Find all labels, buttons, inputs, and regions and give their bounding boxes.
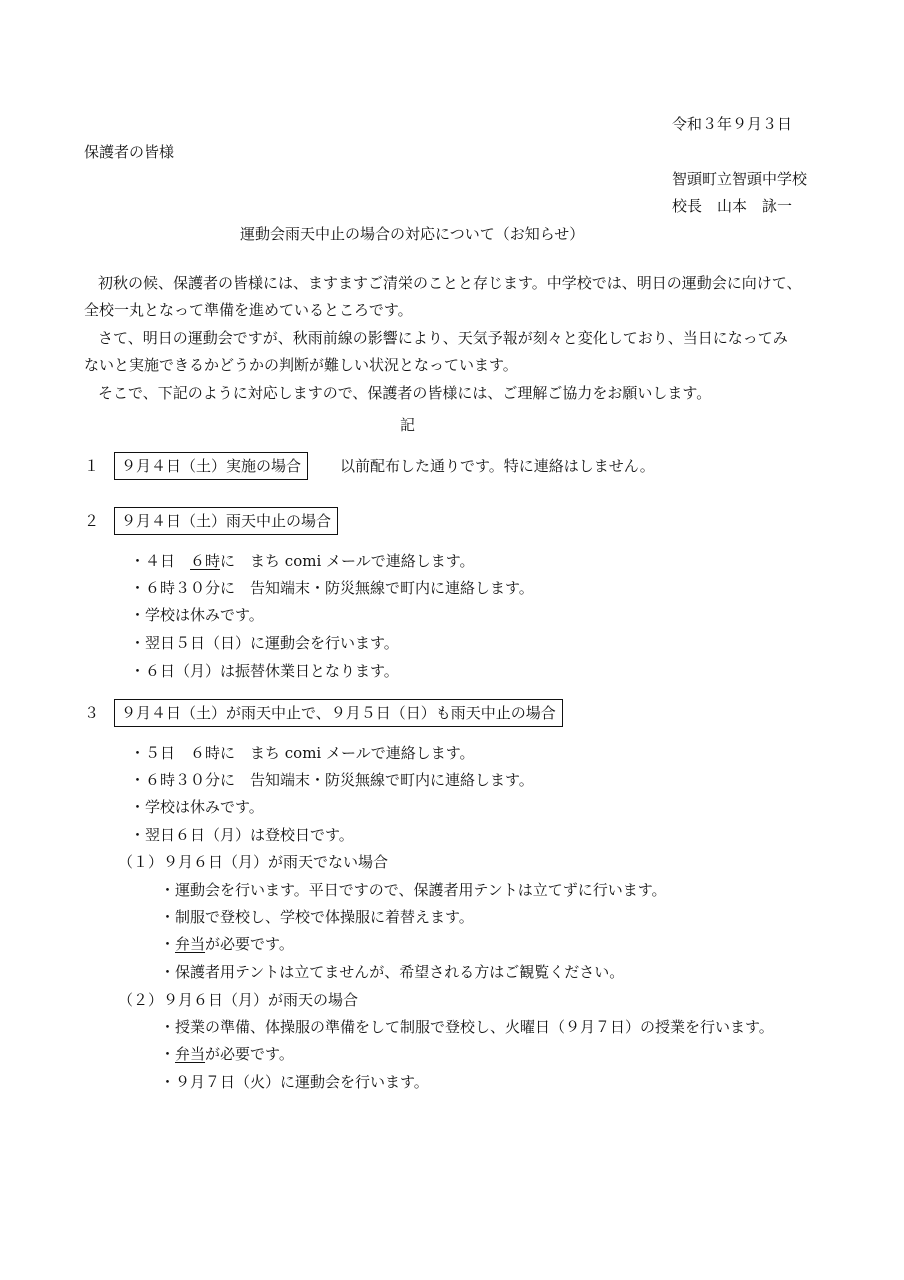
sub-1-heading: （１）９月６日（月）が雨天でない場合 [118,853,389,871]
section-1-text: 以前配布した通りです。特に連絡はしません。 [340,457,655,475]
sub-1-item-4: ・保護者用テントは立てませんが、希望される方はご観覧ください。 [160,963,625,981]
section-3-item-3: ・学校は休みです。 [130,798,264,816]
section-1-heading: ９月４日（土）実施の場合 [114,452,308,480]
sub-2-item-3: ・９月７日（火）に運動会を行います。 [160,1073,429,1091]
document-date: 令和３年９月３日 [672,115,793,133]
section-2-item-5: ・６日（月）は振替休業日となります。 [130,662,399,680]
section-3-item-4: ・翌日６日（月）は登校日です。 [130,826,354,844]
school-name: 智頭町立智頭中学校 [672,170,808,188]
section-2-number: ２ [84,512,100,530]
intro-line-3: さて、明日の運動会ですが、秋雨前線の影響により、天気予報が刻々と変化しており、当日になってみ [98,329,788,347]
section-3-heading: ９月４日（土）が雨天中止で、９月５日（日）も雨天中止の場合 [114,699,563,727]
intro-line-1: 初秋の候、保護者の皆様には、ますますご清栄のことと存じます。中学校では、明日の運動会に向けて、 [98,274,802,292]
section-1-number: １ [84,457,100,475]
ki-heading: 記 [400,416,416,434]
intro-line-5: そこで、下記のように対応しますので、保護者の皆様には、ご理解ご協力をお願いします。 [98,384,712,402]
intro-line-4: ないと実施できるかどうかの判断が難しい状況となっています。 [84,356,518,374]
document-title: 運動会雨天中止の場合の対応について（お知らせ） [240,225,585,243]
sub-1-item-1: ・運動会を行います。平日ですので、保護者用テントは立てずに行います。 [160,881,667,899]
section-2-item-2: ・６時３０分に 告知端末・防災無線で町内に連絡します。 [130,579,534,597]
section-3-item-2: ・６時３０分に 告知端末・防災無線で町内に連絡します。 [130,771,534,789]
section-2-item-3: ・学校は休みです。 [130,606,264,624]
section-2-heading: ９月４日（土）雨天中止の場合 [114,507,338,535]
sub-2-item-1: ・授業の準備、体操服の準備をして制服で登校し、火曜日（９月７日）の授業を行います。 [160,1018,774,1036]
intro-line-2: 全校一丸となって準備を進めているところです。 [84,301,413,319]
sub-2-item-2: ・弁当が必要です。 [160,1045,294,1063]
section-2-item-4: ・翌日５日（日）に運動会を行います。 [130,634,399,652]
principal-name: 校長 山本 詠一 [672,197,793,215]
section-2-item-1: ・４日 ６時に まち comi メールで連絡します。 [130,552,475,570]
section-3-item-1: ・５日 ６時に まち comi メールで連絡します。 [130,744,475,762]
section-3-number: ３ [84,704,100,722]
sub-2-heading: （２）９月６日（月）が雨天の場合 [118,991,359,1009]
sub-1-item-2: ・制服で登校し、学校で体操服に着替えます。 [160,908,474,926]
sub-1-item-3: ・弁当が必要です。 [160,935,294,953]
addressee: 保護者の皆様 [84,143,175,161]
